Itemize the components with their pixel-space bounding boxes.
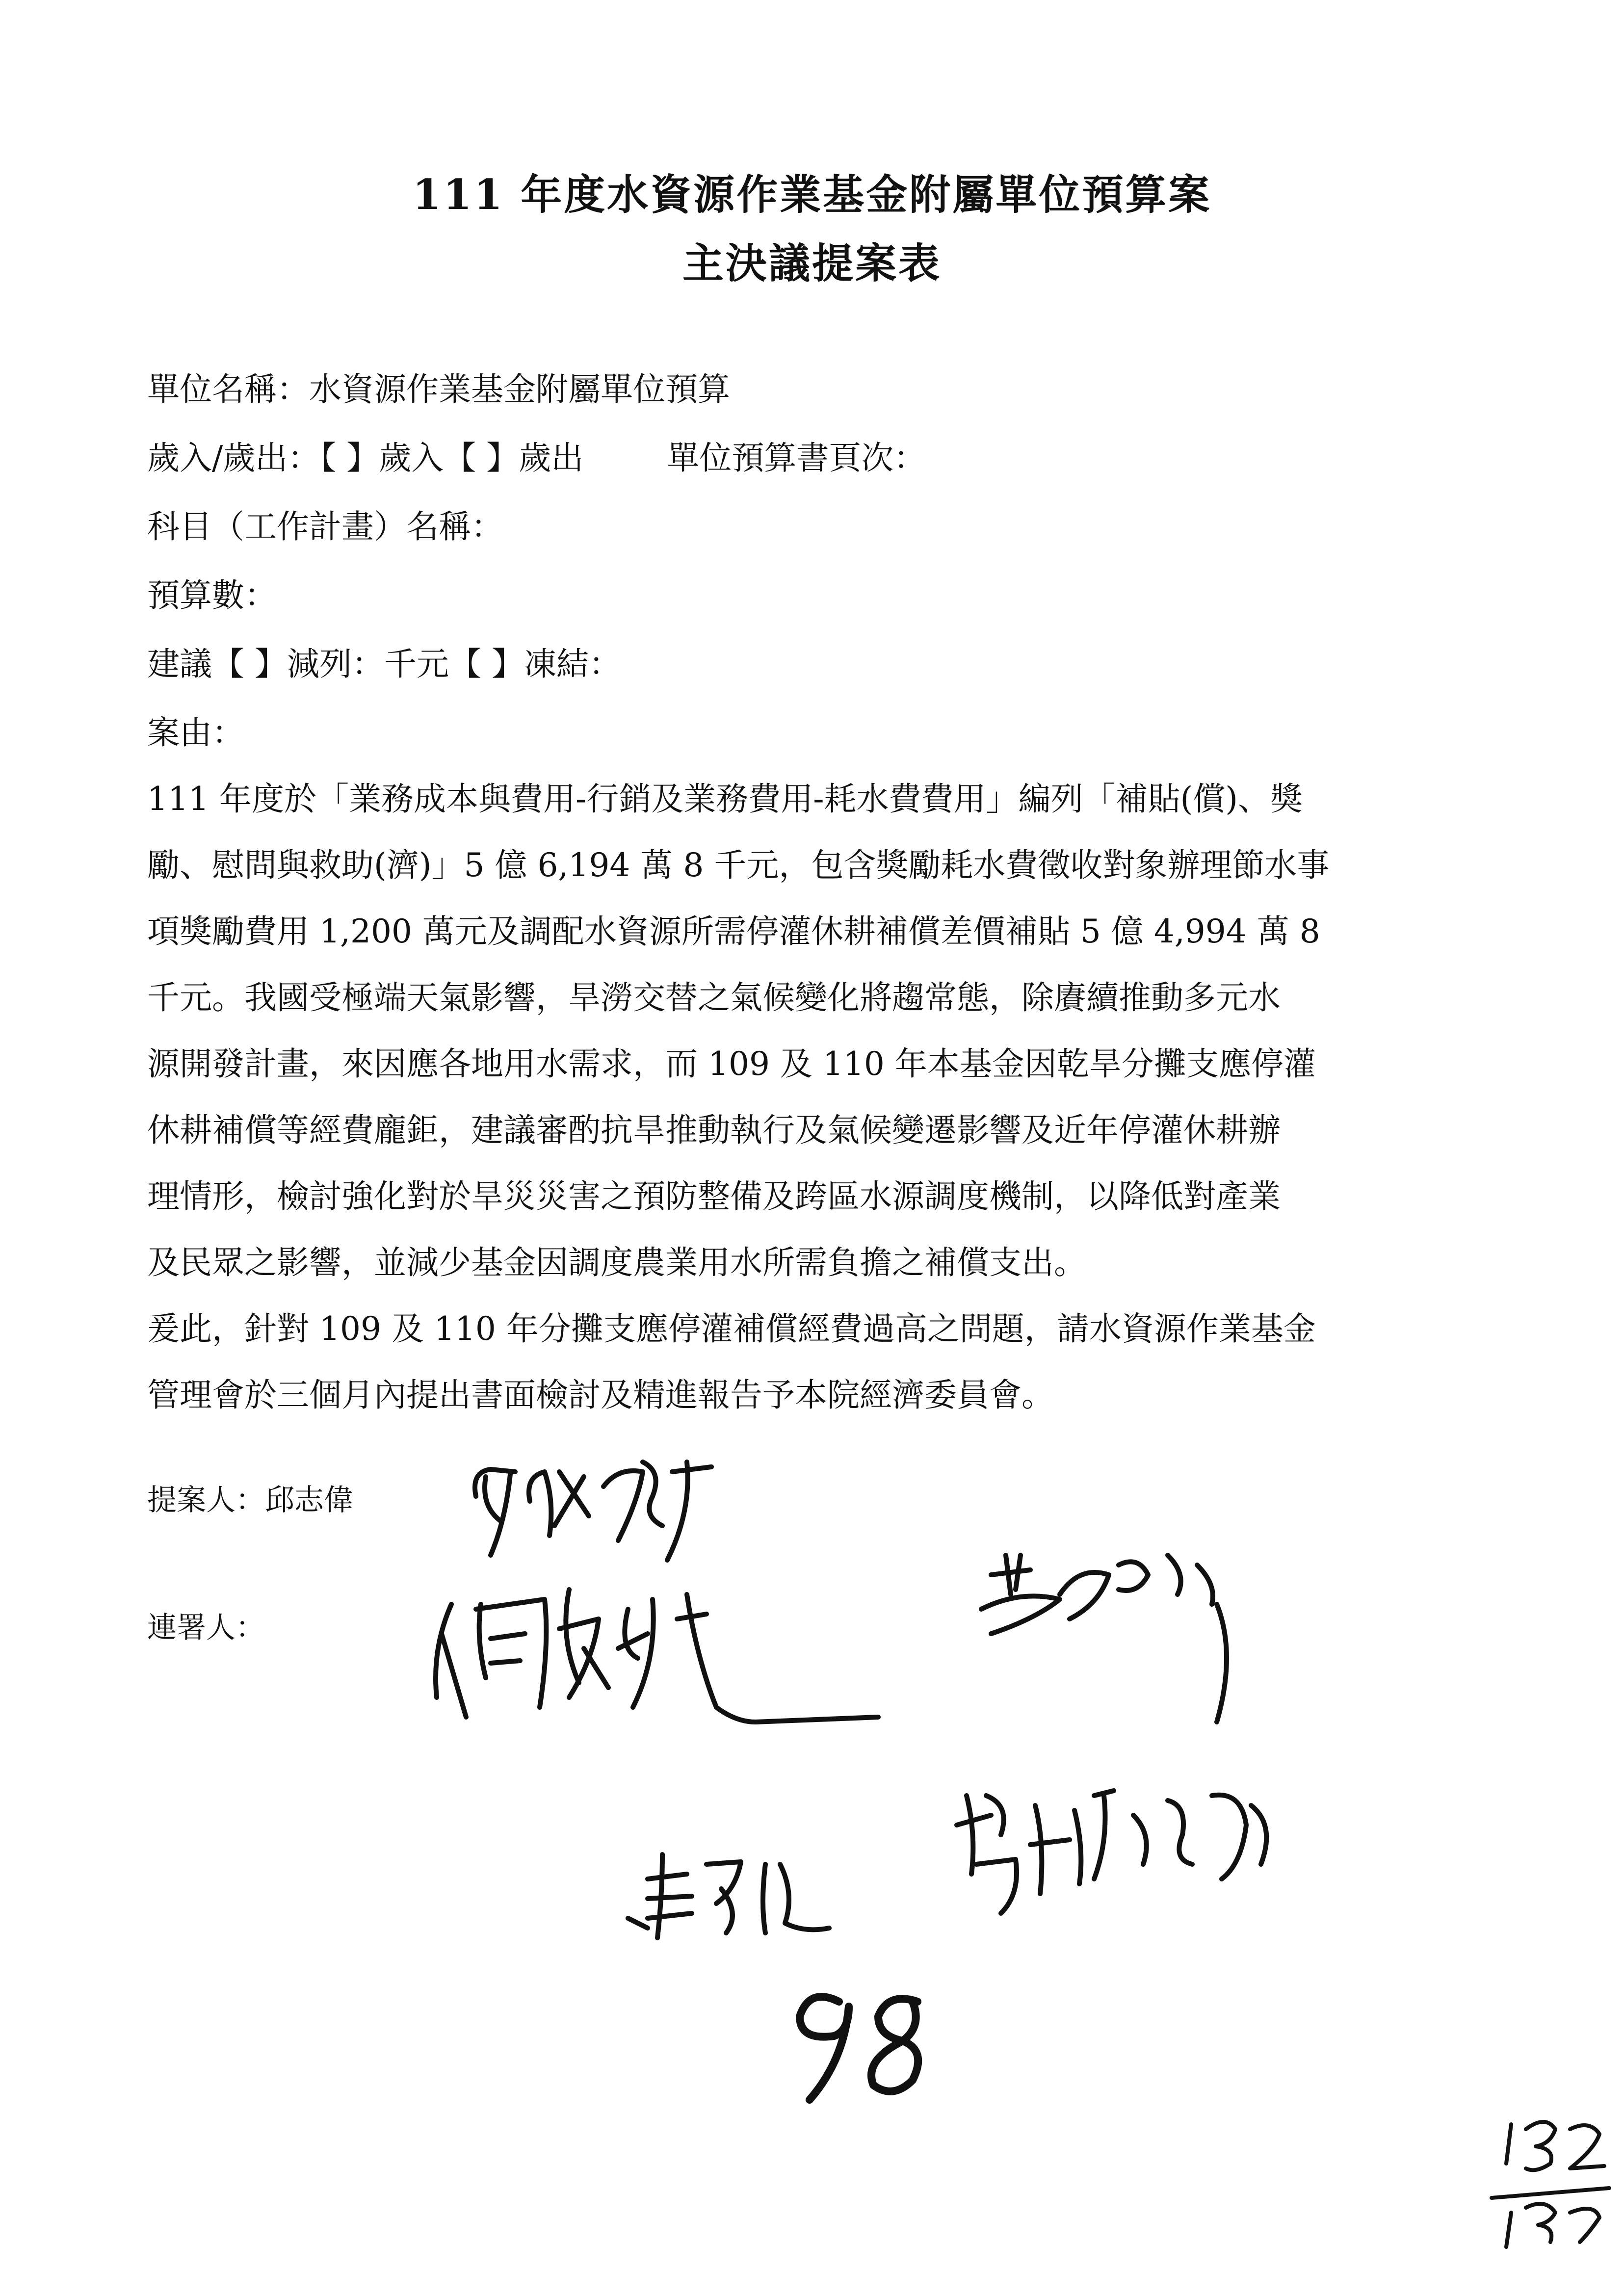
body-line: 千元。我國受極端天氣影響，旱澇交替之氣候變化將趨常態，除賡續推動多元水 — [147, 979, 1281, 1017]
body-line: 勵、慰問與救助(濟)」5 億 6,194 萬 8 千元，包含獎勵耗水費徵收對象辦理節水事 — [147, 846, 1330, 884]
field-suggestion: 建議【 】減列：千元【 】凍結： — [147, 645, 621, 683]
document-subtitle: 主決議提案表 — [682, 239, 942, 287]
field-budget-page: 單位預算書頁次： — [667, 439, 926, 477]
handwritten-page-note — [1492, 2100, 1619, 2247]
body-line: 爰此，針對 109 及 110 年分攤支應停灌補償經費過高之問題，請水資源作業基金 — [147, 1310, 1316, 1348]
cosigner-signature — [962, 1536, 1266, 1732]
body-line: 休耕補償等經費龐鉅，建議審酌抗旱推動執行及氣候變遷影響及近年停灌休耕辦 — [147, 1111, 1281, 1149]
cosigner-signature — [618, 1835, 854, 1948]
document-title: 111 年度水資源作業基金附屬單位預算案 — [412, 170, 1212, 219]
cosigner-signature — [422, 1560, 903, 1766]
field-budget-amount: 預算數： — [147, 576, 277, 614]
body-line: 項獎勵費用 1,200 萬元及調配水資源所需停灌休耕補償差價補貼 5 億 4,994 萬 8 — [147, 913, 1320, 950]
body-line: 理情形，檢討強化對於旱災災害之預防整備及跨區水源調度機制，以降低對產業 — [147, 1177, 1281, 1215]
field-subject: 科目（工作計畫）名稱： — [147, 508, 503, 546]
cosigner-signature — [947, 1766, 1290, 1928]
cosigners-label: 連署人： — [147, 1611, 265, 1645]
handwritten-page-number — [765, 1972, 952, 2110]
body-line: 及民眾之影響，並減少基金因調度農業用水所需負擔之補償支出。 — [147, 1244, 1086, 1281]
body-line: 源開發計畫，來因應各地用水需求，而 109 及 110 年本基金因乾旱分攤支應停灌 — [147, 1045, 1316, 1083]
field-revenue-expense-row — [147, 432, 926, 478]
field-revenue-expense: 歲入/歲出：【 】歲入【 】歲出 — [147, 439, 584, 477]
field-reason-label: 案由： — [147, 714, 244, 752]
proposer-label: 提案人：邱志偉 — [147, 1483, 353, 1517]
body-line: 管理會於三個月內提出書面檢討及精進報告予本院經濟委員會。 — [147, 1376, 1054, 1414]
field-unit-name: 單位名稱：水資源作業基金附屬單位預算 — [147, 370, 730, 408]
body-line: 111 年度於「業務成本與費用-行銷及業務費用-耗水費費用」編列「補貼(償)、獎 — [147, 780, 1303, 818]
proposer-signature — [456, 1442, 731, 1570]
